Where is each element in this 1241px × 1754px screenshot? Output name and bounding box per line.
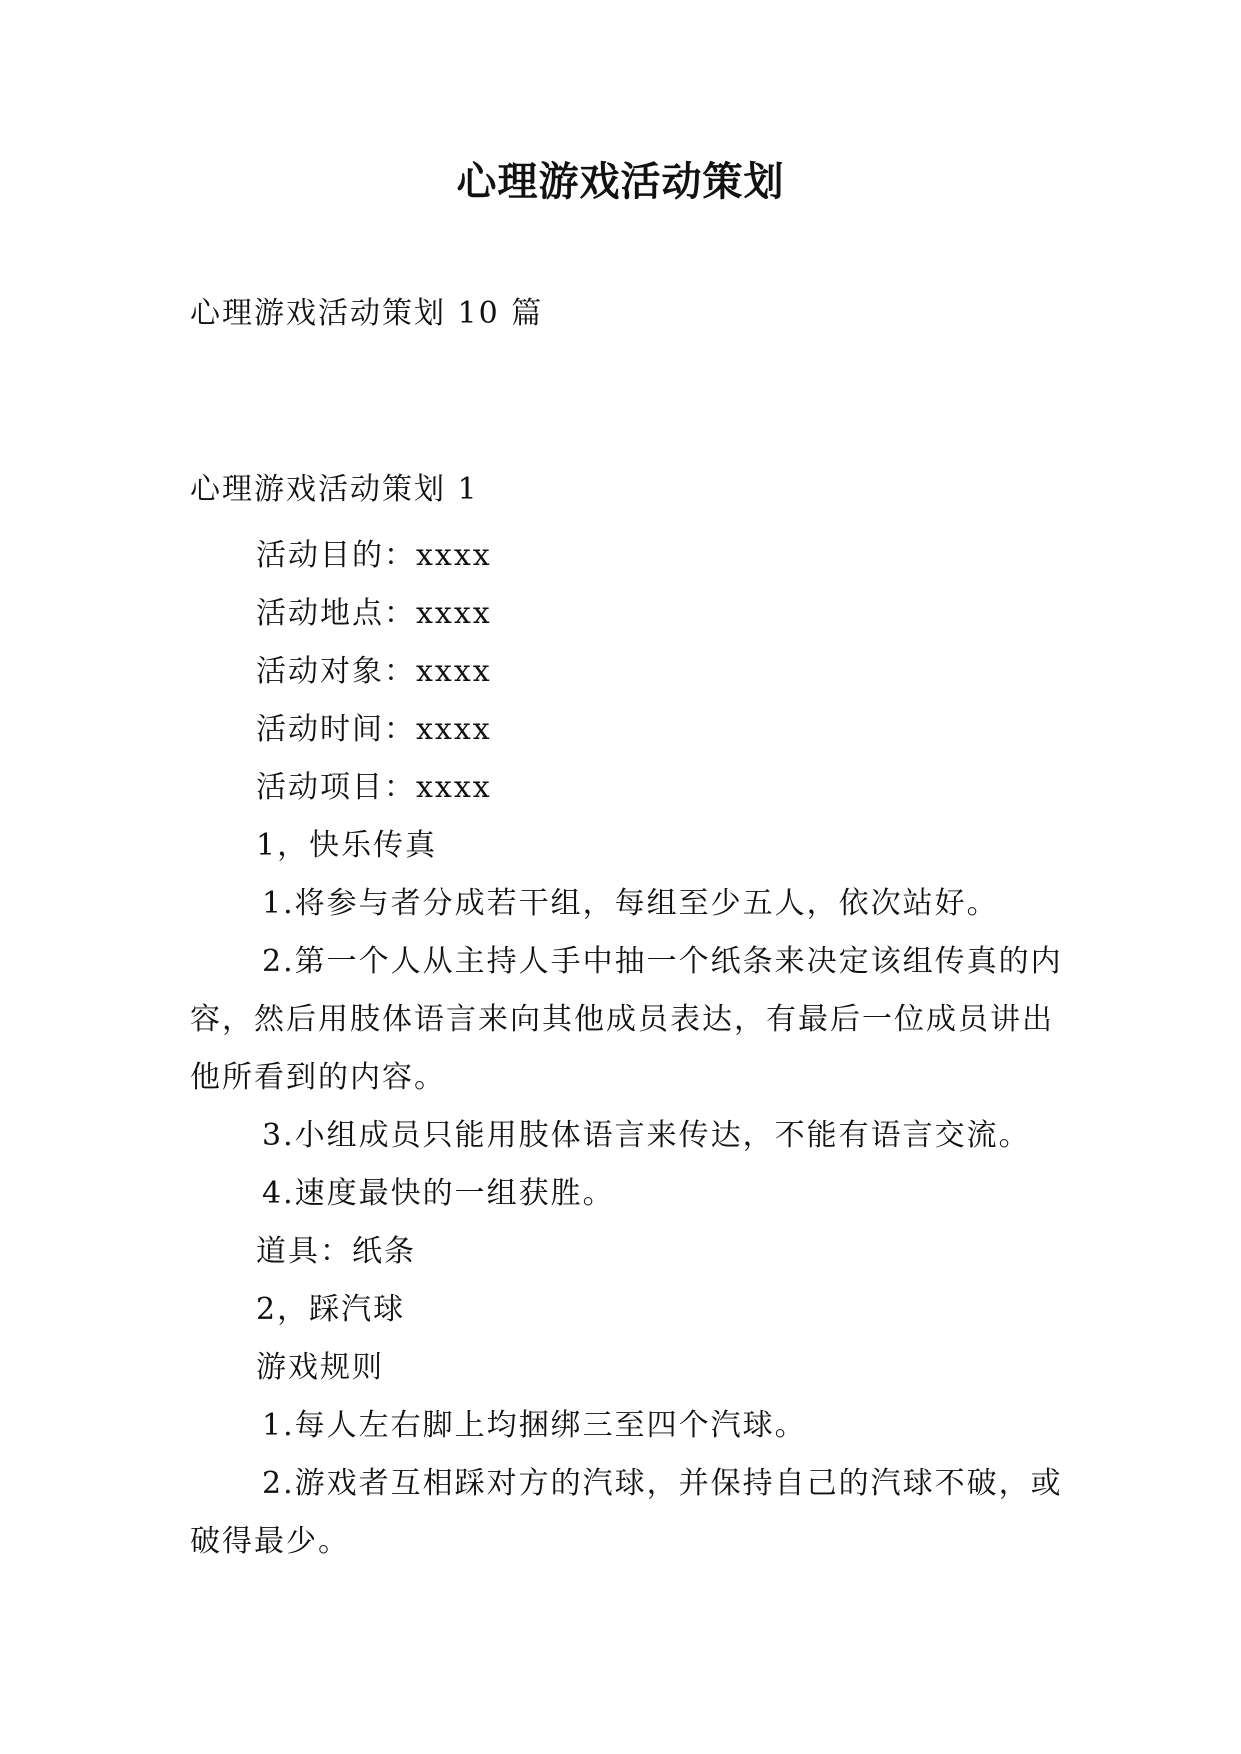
paragraph: 活动时间：xxxx [256, 712, 492, 747]
item-heading: 1，快乐传真 [256, 828, 438, 863]
paragraph: 游戏规则 [256, 1350, 384, 1385]
paragraph: 3.小组成员只能用肢体语言来传达，不能有语言交流。 [262, 1118, 1031, 1153]
document-title: 心理游戏活动策划 [456, 158, 785, 205]
paragraph: 1.将参与者分成若干组，每组至少五人，依次站好。 [262, 886, 999, 921]
item-heading: 2，踩汽球 [256, 1292, 406, 1327]
paragraph: 1.每人左右脚上均捆绑三至四个汽球。 [262, 1408, 807, 1443]
paragraph: 活动项目：xxxx [256, 770, 492, 805]
paragraph: 2.第一个人从主持人手中抽一个纸条来决定该组传真的内容，然后用肢体语言来向其他成员表达，有最后一位成员讲出他所看到的内容。 [190, 944, 1063, 1095]
paragraph: 4.速度最快的一组获胜。 [262, 1176, 615, 1211]
paragraph: 活动地点：xxxx [256, 596, 492, 631]
paragraph: 道具：纸条 [256, 1234, 416, 1269]
document-subtitle: 心理游戏活动策划 10 篇 [190, 296, 544, 331]
paragraph: 活动对象：xxxx [256, 654, 492, 689]
paragraph: 活动目的：xxxx [256, 538, 492, 573]
section-body [190, 527, 1070, 1571]
paragraph: 2.游戏者互相踩对方的汽球，并保持自己的汽球不破，或破得最少。 [190, 1466, 1063, 1559]
section-heading: 心理游戏活动策划 1 [190, 472, 479, 507]
